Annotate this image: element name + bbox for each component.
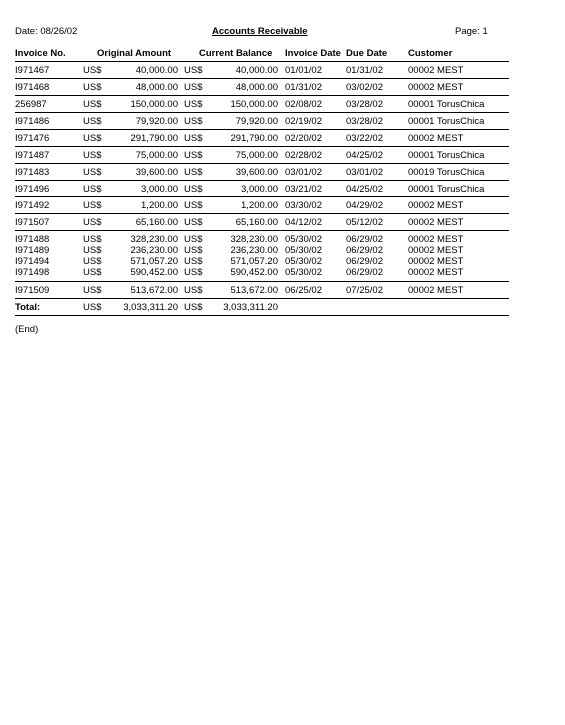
row-divider: [15, 61, 509, 62]
table-row: [15, 200, 509, 212]
customer: 00002 MEST: [408, 65, 464, 76]
customer: 00001 TorusChica: [408, 150, 485, 161]
current-balance: 3,000.00: [241, 184, 278, 195]
balance-currency: US$: [184, 217, 203, 228]
customer: 00019 TorusChica: [408, 167, 485, 178]
current-balance: 513,672.00: [230, 285, 278, 296]
original-amount: 39,600.00: [135, 167, 178, 178]
invoice-date: 05/30/02: [285, 256, 322, 267]
page-number: Page: 1: [455, 26, 488, 37]
original-amount: 1,200.00: [141, 200, 178, 211]
invoice-date: 04/12/02: [285, 217, 322, 228]
invoice-number: I971498: [15, 267, 50, 278]
balance-currency: US$: [184, 285, 203, 296]
balance-currency: US$: [184, 65, 203, 76]
original-currency: US$: [83, 267, 102, 278]
due-date: 06/29/02: [346, 256, 383, 267]
report-date: Date: 08/26/02: [15, 26, 78, 37]
total-original-currency: US$: [83, 302, 102, 313]
current-balance: 75,000.00: [235, 150, 278, 161]
current-balance: 328,230.00: [230, 234, 278, 245]
balance-currency: US$: [184, 234, 203, 245]
table-row: [15, 267, 509, 279]
row-divider: [15, 163, 509, 164]
due-date: 07/25/02: [346, 285, 383, 296]
invoice-date: 03/01/02: [285, 167, 322, 178]
invoice-number: I971509: [15, 285, 50, 296]
due-date: 04/25/02: [346, 150, 383, 161]
customer: 00001 TorusChica: [408, 184, 485, 195]
due-date: 03/28/02: [346, 116, 383, 127]
customer: 00002 MEST: [408, 200, 464, 211]
invoice-number: I971488: [15, 234, 50, 245]
due-date: 01/31/02: [346, 65, 383, 76]
invoice-number: I971487: [15, 150, 50, 161]
due-date: 04/29/02: [346, 200, 383, 211]
column-due-date: Due Date: [346, 48, 388, 59]
total-original-amount: 3,033,311.20: [123, 302, 178, 313]
column-invoice-no: Invoice No.: [15, 48, 66, 59]
current-balance: 1,200.00: [241, 200, 278, 211]
table-row: [15, 285, 509, 297]
row-divider: [15, 95, 509, 96]
balance-currency: US$: [184, 82, 203, 93]
original-amount: 48,000.00: [135, 82, 178, 93]
total-current-balance: 3,033,311.20: [223, 302, 278, 313]
table-row: [15, 133, 509, 145]
balance-currency: US$: [184, 167, 203, 178]
due-date: 05/12/02: [346, 217, 383, 228]
original-currency: US$: [83, 184, 102, 195]
customer: 00002 MEST: [408, 256, 464, 267]
invoice-date: 01/31/02: [285, 82, 322, 93]
column-customer: Customer: [408, 48, 453, 59]
balance-currency: US$: [184, 133, 203, 144]
row-divider: [15, 112, 509, 113]
invoice-date: 02/08/02: [285, 99, 322, 110]
current-balance: 40,000.00: [235, 65, 278, 76]
invoice-number: I971483: [15, 167, 50, 178]
original-amount: 40,000.00: [135, 65, 178, 76]
original-amount: 590,452.00: [130, 267, 178, 278]
original-currency: US$: [83, 285, 102, 296]
balance-currency: US$: [184, 200, 203, 211]
customer: 00002 MEST: [408, 245, 464, 256]
current-balance: 65,160.00: [235, 217, 278, 228]
table-row: [15, 184, 509, 196]
table-row: [15, 99, 509, 111]
due-date: 03/28/02: [346, 99, 383, 110]
due-date: 03/22/02: [346, 133, 383, 144]
original-amount: 79,920.00: [135, 116, 178, 127]
balance-currency: US$: [184, 245, 203, 256]
invoice-number: I971476: [15, 133, 50, 144]
balance-currency: US$: [184, 150, 203, 161]
current-balance: 79,920.00: [235, 116, 278, 127]
invoice-date: 03/30/02: [285, 200, 322, 211]
current-balance: 48,000.00: [235, 82, 278, 93]
column-current-balance: Current Balance: [199, 48, 273, 59]
original-currency: US$: [83, 82, 102, 93]
due-date: 06/29/02: [346, 267, 383, 278]
balance-currency: US$: [184, 116, 203, 127]
customer: 00001 TorusChica: [408, 116, 485, 127]
row-divider: [15, 146, 509, 147]
original-amount: 328,230.00: [130, 234, 178, 245]
original-amount: 75,000.00: [135, 150, 178, 161]
current-balance: 150,000.00: [230, 99, 278, 110]
original-currency: US$: [83, 167, 102, 178]
row-divider: [15, 281, 509, 282]
table-row: [15, 82, 509, 94]
report-title: Accounts Receivable: [212, 26, 308, 37]
invoice-number: I971489: [15, 245, 50, 256]
balance-currency: US$: [184, 184, 203, 195]
invoice-date: 02/28/02: [285, 150, 322, 161]
invoice-number: 256987: [15, 99, 47, 110]
table-row: [15, 150, 509, 162]
balance-currency: US$: [184, 256, 203, 267]
current-balance: 39,600.00: [235, 167, 278, 178]
customer: 00002 MEST: [408, 267, 464, 278]
customer: 00002 MEST: [408, 285, 464, 296]
invoice-date: 02/19/02: [285, 116, 322, 127]
original-amount: 3,000.00: [141, 184, 178, 195]
row-divider: [15, 315, 509, 316]
original-amount: 150,000.00: [130, 99, 178, 110]
original-currency: US$: [83, 150, 102, 161]
original-amount: 571,057.20: [130, 256, 178, 267]
current-balance: 571,057.20: [230, 256, 278, 267]
original-amount: 291,790.00: [130, 133, 178, 144]
due-date: 04/25/02: [346, 184, 383, 195]
invoice-date: 06/25/02: [285, 285, 322, 296]
invoice-date: 03/21/02: [285, 184, 322, 195]
invoice-date: 05/30/02: [285, 245, 322, 256]
table-row: [15, 167, 509, 179]
row-divider: [15, 180, 509, 181]
original-currency: US$: [83, 217, 102, 228]
original-currency: US$: [83, 245, 102, 256]
end-marker: (End): [15, 324, 39, 335]
invoice-number: I971468: [15, 82, 50, 93]
invoice-number: I971467: [15, 65, 50, 76]
due-date: 03/01/02: [346, 167, 383, 178]
customer: 00002 MEST: [408, 217, 464, 228]
customer: 00002 MEST: [408, 234, 464, 245]
original-currency: US$: [83, 116, 102, 127]
total-row: [15, 302, 509, 314]
original-currency: US$: [83, 99, 102, 110]
table-row: [15, 65, 509, 77]
invoice-number: I971486: [15, 116, 50, 127]
original-amount: 65,160.00: [135, 217, 178, 228]
original-currency: US$: [83, 234, 102, 245]
invoice-date: 02/20/02: [285, 133, 322, 144]
original-amount: 513,672.00: [130, 285, 178, 296]
row-divider: [15, 129, 509, 130]
invoice-number: I971492: [15, 200, 50, 211]
original-currency: US$: [83, 200, 102, 211]
column-invoice-date: Invoice Date: [285, 48, 341, 59]
current-balance: 236,230.00: [230, 245, 278, 256]
invoice-number: I971507: [15, 217, 50, 228]
row-divider: [15, 196, 509, 197]
customer: 00001 TorusChica: [408, 99, 485, 110]
total-label: Total:: [15, 302, 41, 313]
balance-currency: US$: [184, 267, 203, 278]
row-divider: [15, 298, 509, 299]
invoice-date: 01/01/02: [285, 65, 322, 76]
due-date: 03/02/02: [346, 82, 383, 93]
invoice-date: 05/30/02: [285, 234, 322, 245]
invoice-number: I971494: [15, 256, 50, 267]
total-balance-currency: US$: [184, 302, 203, 313]
invoice-date: 05/30/02: [285, 267, 322, 278]
invoice-number: I971496: [15, 184, 50, 195]
original-currency: US$: [83, 133, 102, 144]
original-amount: 236,230.00: [130, 245, 178, 256]
original-currency: US$: [83, 256, 102, 267]
column-original-amount: Original Amount: [97, 48, 172, 59]
row-divider: [15, 78, 509, 79]
customer: 00002 MEST: [408, 133, 464, 144]
current-balance: 590,452.00: [230, 267, 278, 278]
due-date: 06/29/02: [346, 234, 383, 245]
column-headers: [15, 48, 509, 60]
table-row: [15, 116, 509, 128]
row-divider: [15, 230, 509, 231]
current-balance: 291,790.00: [230, 133, 278, 144]
customer: 00002 MEST: [408, 82, 464, 93]
original-currency: US$: [83, 65, 102, 76]
balance-currency: US$: [184, 99, 203, 110]
table-row: [15, 217, 509, 229]
due-date: 06/29/02: [346, 245, 383, 256]
row-divider: [15, 213, 509, 214]
